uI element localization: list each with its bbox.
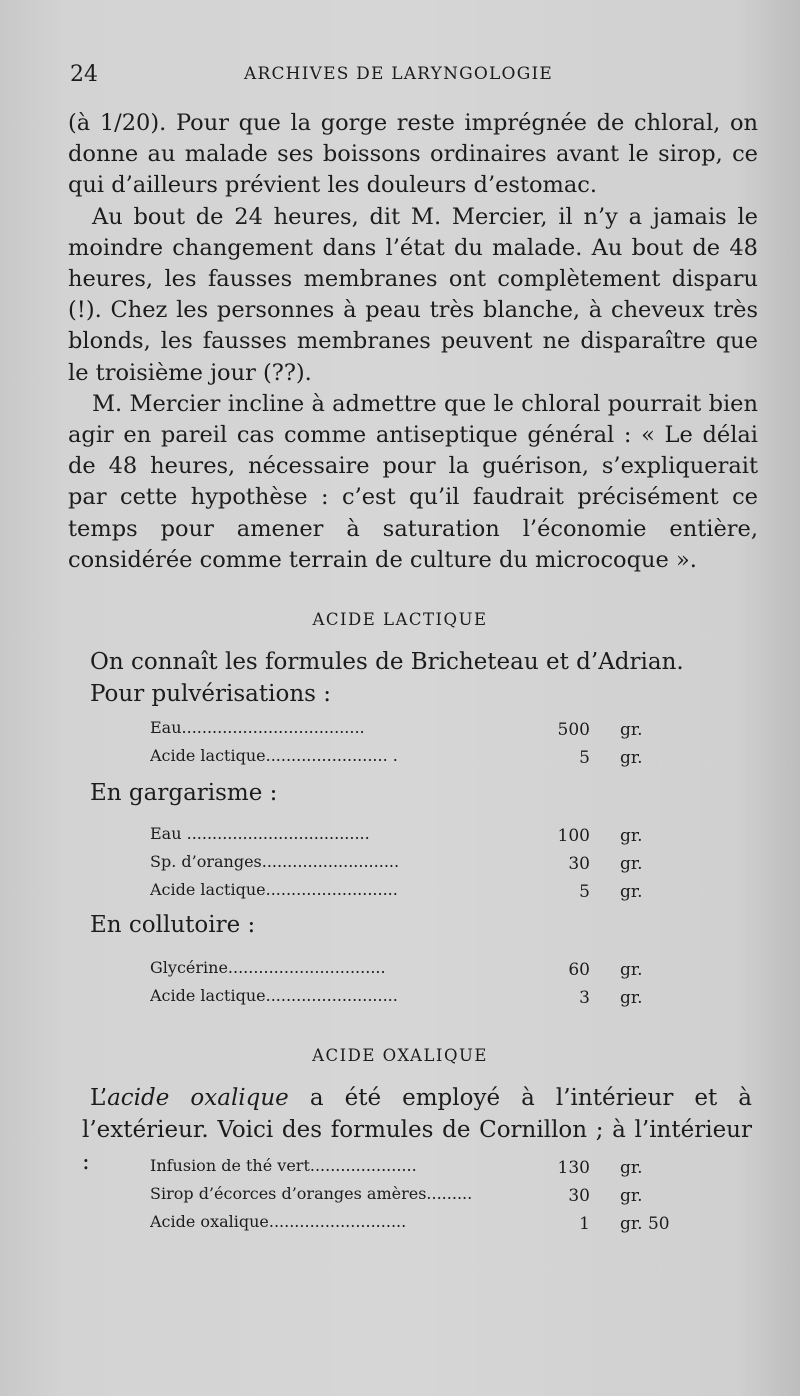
section-heading-acide-lactique: ACIDE LACTIQUE [312,610,488,629]
recipe-row [150,852,690,880]
page-number: 24 [70,62,98,87]
recipe-row [150,958,690,986]
ingredient-quantity: 30 [568,1186,590,1206]
ingredient-name: Eau .................................... [150,824,370,843]
ingredient-name: Eau.................................... [150,718,365,737]
lactique-intro-line-1: On connaît les formules de Bricheteau et d’Adrian. [90,649,684,675]
recipe-row [150,986,690,1014]
recipe-row [150,824,690,852]
recipe-interieur [150,1156,690,1240]
recipe-row [150,718,690,746]
recipe-row [150,746,690,774]
ingredient-name: Acide lactique........................ . [150,746,398,765]
ingredient-unit: gr. [620,1186,643,1206]
oxalique-intro-prefix: L’ [90,1085,108,1111]
ingredient-quantity: 100 [557,826,590,846]
ingredient-quantity: 1 [579,1214,590,1234]
ingredient-unit: gr. [620,988,643,1008]
recipe-collutoire [150,958,690,1014]
oxalique-intro-italic: acide oxalique [107,1085,289,1111]
ingredient-name: Acide oxalique........................... [150,1212,407,1231]
ingredient-unit: gr. [620,1158,643,1178]
recipe-row [150,1212,690,1240]
recipe-gargarisme [150,824,690,908]
ingredient-quantity: 3 [579,988,590,1008]
ingredient-unit: gr. [620,882,643,902]
ingredient-name: Acide lactique.......................... [150,986,398,1005]
recipe-row [150,1184,690,1212]
body-text [68,108,758,576]
recipe-pulverisations [150,718,690,774]
collutoire-label: En collutoire : [90,912,256,938]
lactique-intro [90,646,730,710]
ingredient-quantity: 5 [579,882,590,902]
oxalique-intro-rest: a été employé à l’intérieur et à l’extérieur. Voici des formules de Cornillon ; à l’intérieur : [82,1085,752,1175]
recipe-row [150,880,690,908]
ingredient-name: Acide lactique.......................... [150,880,398,899]
ingredient-quantity: 500 [557,720,590,740]
ingredient-quantity: 60 [568,960,590,980]
ingredient-quantity: 130 [557,1158,590,1178]
recipe-row [150,1156,690,1184]
ingredient-unit: gr. [620,960,643,980]
ingredient-name: Sirop d’écorces d’oranges amères......... [150,1184,473,1203]
paragraph-mercier-observations: Au bout de 24 heures, dit M. Mercier, il n’y a jamais le moindre changement dans l’état du malade. Au bout de 48 heures, les fausses membranes ont complètement disparu (!). Chez les personnes à peau très blanche, à cheveux très blonds, les fausses membranes peuvent ne disparaître que le troisième jour (??). [68,203,758,386]
ingredient-unit: gr. [620,854,643,874]
paragraph-mercier-hypothesis: M. Mercier incline à admettre que le chloral pourrait bien agir en pareil cas comme antiseptique général : « Le délai de 48 heures, nécessaire pour la guérison, s’expliquerait par cette hypothèse : c’est qu’il faudrait précisément ce temps pour amener à saturation l’économie entière, considérée comme terrain de culture du microcoque ». [68,390,758,573]
ingredient-name: Sp. d’oranges........................... [150,852,400,871]
section-heading-acide-oxalique: ACIDE OXALIQUE [312,1046,488,1065]
paragraph-chloral-continued: (à 1/20). Pour que la gorge reste imprégnée de chloral, on donne au malade ses boissons ordinaires avant le sirop, ce qui d’ailleurs prévient les douleurs d’estomac. [68,110,758,199]
ingredient-unit: gr. [620,720,643,740]
gargarisme-label: En gargarisme : [90,780,278,806]
ingredient-unit: gr. 50 [620,1214,670,1234]
lactique-intro-line-2: Pour pulvérisations : [90,681,331,707]
running-header [70,58,760,88]
ingredient-name: Glycérine............................... [150,958,386,977]
ingredient-quantity: 30 [568,854,590,874]
ingredient-unit: gr. [620,826,643,846]
running-title: ARCHIVES DE LARYNGOLOGIE [244,64,553,84]
ingredient-name: Infusion de thé vert..................... [150,1156,417,1175]
ingredient-unit: gr. [620,748,643,768]
ingredient-quantity: 5 [579,748,590,768]
